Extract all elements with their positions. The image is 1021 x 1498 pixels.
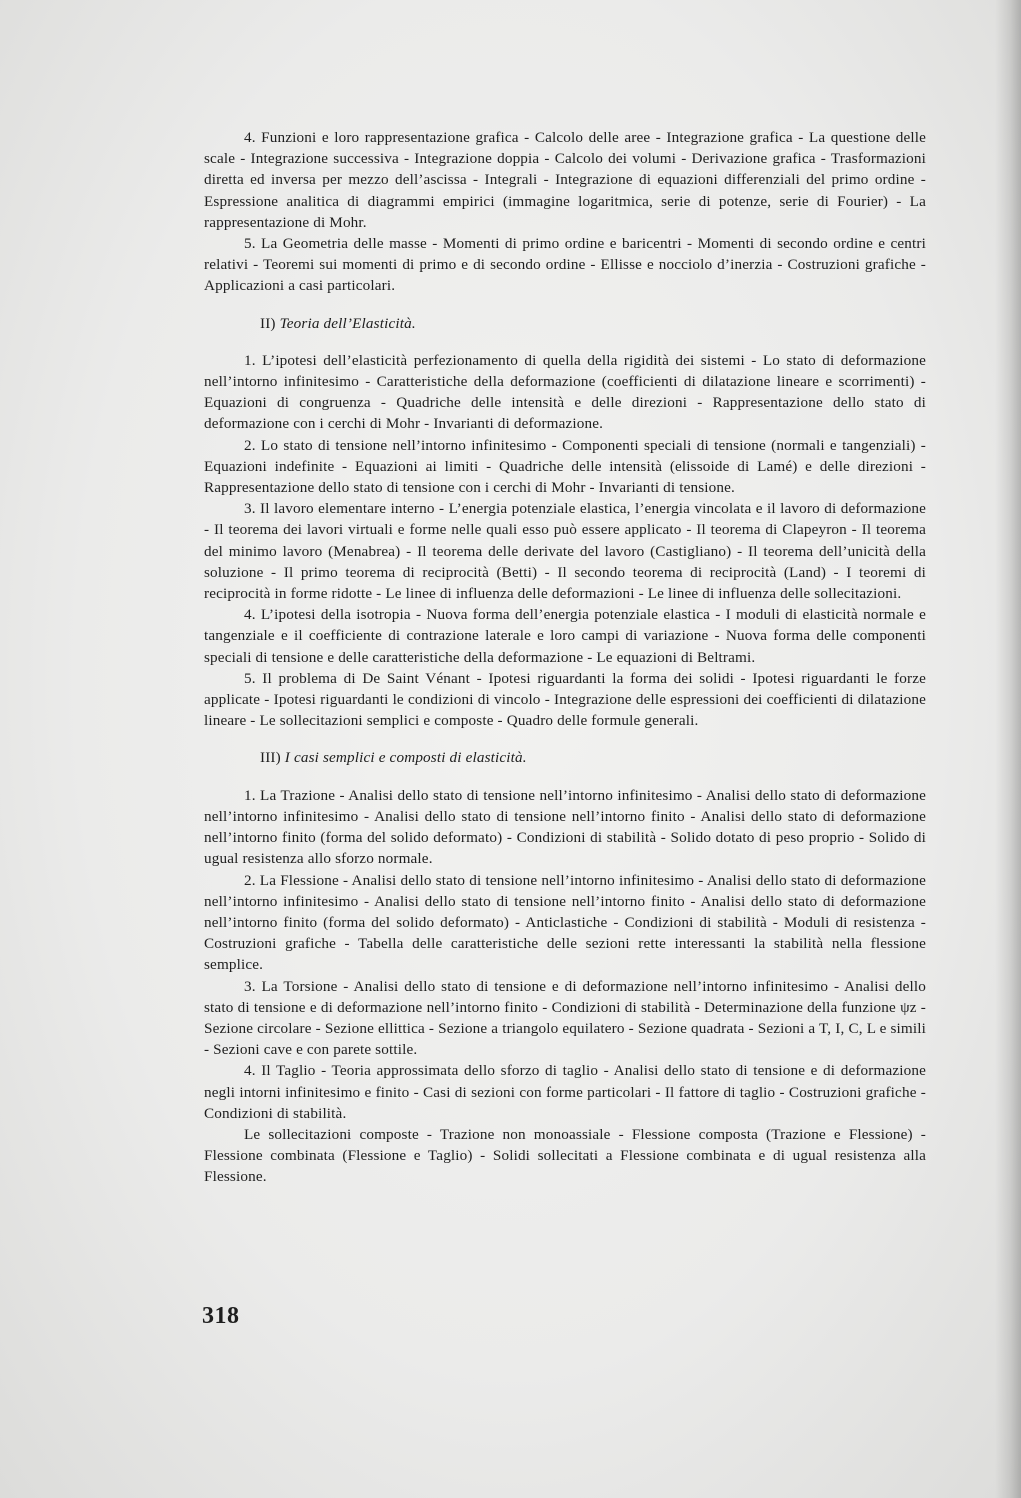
paragraph-s3-3: 3. La Torsione - Analisi dello stato di tensione e di deformazione nell’intorno infinitesimo - Analisi dello stato di tensione e di deformazione nell’intorno finito - Condizioni di stabilità - Determinazione della funzione ψz - Sezione circolare - Sezione ellittica - Sezione a triangolo equilatero - Sezione quadrata - Sezioni a T, I, C, L e simili - Sezioni cave e con parete sottile.	[204, 977, 926, 1059]
section-title: Teoria dell’Elasticità.	[279, 314, 416, 332]
paragraph-s3-5: Le sollecitazioni composte - Trazione non monoassiale - Flessione composta (Trazione e Flessione) - Flessione combinata (Flessione e Taglio) - Solidi sollecitati a Flessione combinata e di ugual resistenza alla Flessione.	[204, 1125, 926, 1186]
paragraph-s3-2: 2. La Flessione - Analisi dello stato di tensione nell’intorno infinitesimo - Analisi dello stato di deformazione nell’intorno infinitesimo - Analisi dello stato di tensione nell’intorno finito - Analisi dello stato di deformazione nell’intorno finito (forma del solido deformato) - Anticlastiche - Condizioni di stabilità - Moduli di resistenza - Costruzioni grafiche - Tabella delle caratteristiche delle sezioni rette interessanti la stabilità nella flessione semplice.	[204, 871, 926, 974]
paragraph-s2-4: 4. L’ipotesi della isotropia - Nuova forma dell’energia potenziale elastica - I moduli di elasticità normale e tangenziale e il coefficiente di contrazione laterale e loro campi di variazione - Nuova forma delle componenti speciali di tensione e delle caratteristiche della deformazione - Le equazioni di Beltrami.	[204, 606, 926, 666]
section-number: II)	[260, 314, 276, 332]
paragraph-s2-5: 5. Il problema di De Saint Vénant - Ipotesi riguardanti la forma dei solidi - Ipotesi riguardanti le forze applicate - Ipotesi riguardanti le condizioni di vincolo - Integrazione delle espressioni dei coefficienti di dilatazione lineare - Le sollecitazioni semplici e composte - Quadro delle formule generali.	[204, 669, 926, 730]
section-number: III)	[260, 749, 281, 767]
section-heading-3	[204, 747, 926, 768]
paragraph-intro-4: 4. Funzioni e loro rappresentazione grafica - Calcolo delle aree - Integrazione grafica - La questione delle scale - Integrazione successiva - Integrazione doppia - Calcolo dei volumi - Derivazione grafica - Trasformazioni diretta ed inversa per mezzo dell’ascissa - Integrali - Integrazione di equazioni differenziali del primo ordine - Espressione analitica di diagrammi empirici (immagine logaritmica, serie di potenze, serie di Fourier) - La rappresentazione di Mohr.	[204, 129, 926, 231]
paragraph-s2-1: 1. L’ipotesi dell’elasticità perfezionamento di quella della rigidità dei sistemi - Lo stato di deformazione nell’intorno infinitesimo - Caratteristiche della deformazione (coefficienti di dilatazione lineare e scorrimenti) - Equazioni di congruenza - Quadriche delle intensità e delle direzioni - Rappresentazione dello stato di deformazione con i cerchi di Mohr - Invarianti di deformazione.	[204, 351, 926, 433]
body-text	[204, 127, 926, 1188]
section-heading-2	[204, 313, 926, 334]
paragraph-intro-5: 5. La Geometria delle masse - Momenti di primo ordine e baricentri - Momenti di secondo ordine e centri relativi - Teoremi sui momenti di primo e di secondo ordine - Ellisse e nocciolo d’inerzia - Costruzioni grafiche - Applicazioni a casi particolari.	[204, 235, 926, 295]
paragraph-s2-2: 2. Lo stato di tensione nell’intorno infinitesimo - Componenti speciali di tensione (normali e tangenziali) - Equazioni indefinite - Equazioni ai limiti - Quadriche delle intensità (elissoide di Lamé) e delle direzioni - Rappresentazione dello stato di tensione con i cerchi di Mohr - Invarianti di tensione.	[204, 436, 926, 497]
paragraph-s3-4: 4. Il Taglio - Teoria approssimata dello sforzo di taglio - Analisi dello stato di tensione e di deformazione negli intorni infinitesimo e finito - Casi di sezioni con forme particolari - Il fattore di taglio - Costruzioni grafiche - Condizioni di stabilità.	[204, 1062, 926, 1122]
page-edge-shadow	[995, 0, 1021, 1498]
section-title: I casi semplici e composti di elasticità.	[284, 749, 527, 767]
paragraph-s2-3: 3. Il lavoro elementare interno - L’energia potenziale elastica, l’energia vincolata e il lavoro di deformazione - Il teorema dei lavori virtuali e forme nelle quali esso può essere applicato - Il teorema di Clapeyron - Il teorema del minimo lavoro (Menabrea) - Il teorema delle derivate del lavoro (Castigliano) - Il teorema dell’unicità della soluzione - Il primo teorema di reciprocità (Betti) - Il secondo teorema di reciprocità (Land) - I teoremi di reciprocità in forme ridotte - Le linee di influenza delle deformazioni - Le linee di influenza delle sollecitazioni.	[204, 500, 926, 603]
paragraph-s3-1: 1. La Trazione - Analisi dello stato di tensione nell’intorno infinitesimo - Analisi dello stato di deformazione nell’intorno infinitesimo - Analisi dello stato di tensione nell’intorno finito - Analisi dello stato di deformazione nell’intorno finito (forma del solido deformato) - Condizioni di stabilità - Solido dotato di peso proprio - Solido di ugual resistenza allo sforzo normale.	[204, 786, 926, 868]
page-number: 318	[202, 1303, 240, 1329]
